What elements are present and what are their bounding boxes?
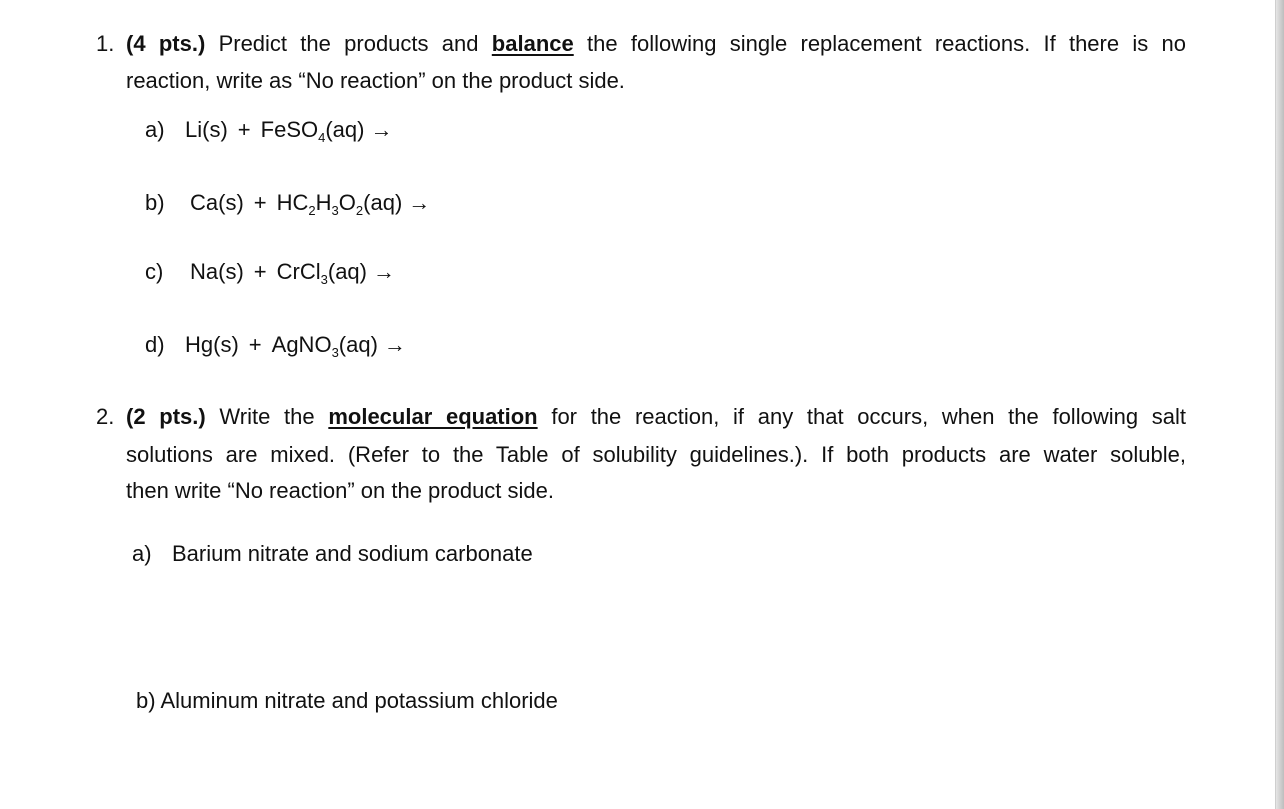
plus-sign: + — [248, 332, 262, 357]
reaction-arrow-icon: → — [408, 190, 431, 215]
q2-prompt-line1 — [126, 404, 1186, 430]
q1-text-b: the following single replacement reactions. If there is no — [587, 31, 1186, 56]
q1-prompt-line2: reaction, write as “No reaction” on the product side. — [126, 68, 625, 93]
item-label: c) — [145, 259, 164, 284]
item-label: a) — [132, 541, 152, 566]
reactant-1: Ca(s) — [190, 190, 244, 215]
q1-item-c — [145, 259, 395, 285]
q2-points: (2 pts.) — [126, 404, 206, 429]
q2-prompt-line2: solutions are mixed. (Refer to the Table of solubility guidelines.). If both products are water soluble, — [126, 442, 1186, 467]
q1-text-a: Predict the products and — [218, 31, 479, 56]
q1-item-d — [145, 332, 406, 358]
reaction-arrow-icon: → — [370, 117, 393, 142]
reactant-2: $HC_2H_3O_2(aq)$ — [276, 190, 403, 218]
q2-prompt-line3: then write “No reaction” on the product side. — [126, 478, 555, 503]
reaction-arrow-icon: → — [373, 259, 395, 284]
reactant-2: AgNO$_3$(aq) — [271, 332, 378, 360]
q1-number: 1. — [96, 31, 115, 56]
plus-sign: + — [253, 190, 267, 215]
page-edge-shadow — [1275, 0, 1284, 809]
item-label: b) — [145, 190, 165, 215]
reactant-2: FeSO$_4$(aq) — [260, 117, 365, 145]
reactant-1: Hg(s) — [185, 332, 239, 357]
q1-points: (4 pts.) — [126, 31, 206, 56]
q2-text-a: Write the — [219, 404, 315, 429]
item-label: b) — [136, 688, 156, 713]
reactant-2: CrCl$_3$(aq) — [276, 259, 367, 287]
q2-item-b — [136, 688, 558, 714]
item-label: a) — [145, 117, 165, 142]
q2-keyword: molecular equation — [328, 404, 538, 429]
plus-sign: + — [253, 259, 267, 284]
q1-keyword: balance — [491, 31, 574, 56]
reaction-arrow-icon: → — [383, 332, 406, 357]
q2-number: 2. — [96, 404, 115, 429]
q2-text-b: for the reaction, if any that occurs, when the following salt — [551, 404, 1186, 429]
q2-item-a — [132, 541, 533, 567]
item-text: Aluminum nitrate and potassium chloride — [160, 688, 558, 713]
q1-item-a — [145, 117, 392, 143]
q1-prompt-line1 — [126, 31, 1186, 57]
item-text: Barium nitrate and sodium carbonate — [172, 541, 533, 566]
reactant-1: Na(s) — [190, 259, 244, 284]
plus-sign: + — [237, 117, 251, 142]
item-label: d) — [145, 332, 165, 357]
reactant-1: Li(s) — [185, 117, 228, 142]
q1-item-b — [145, 190, 430, 216]
